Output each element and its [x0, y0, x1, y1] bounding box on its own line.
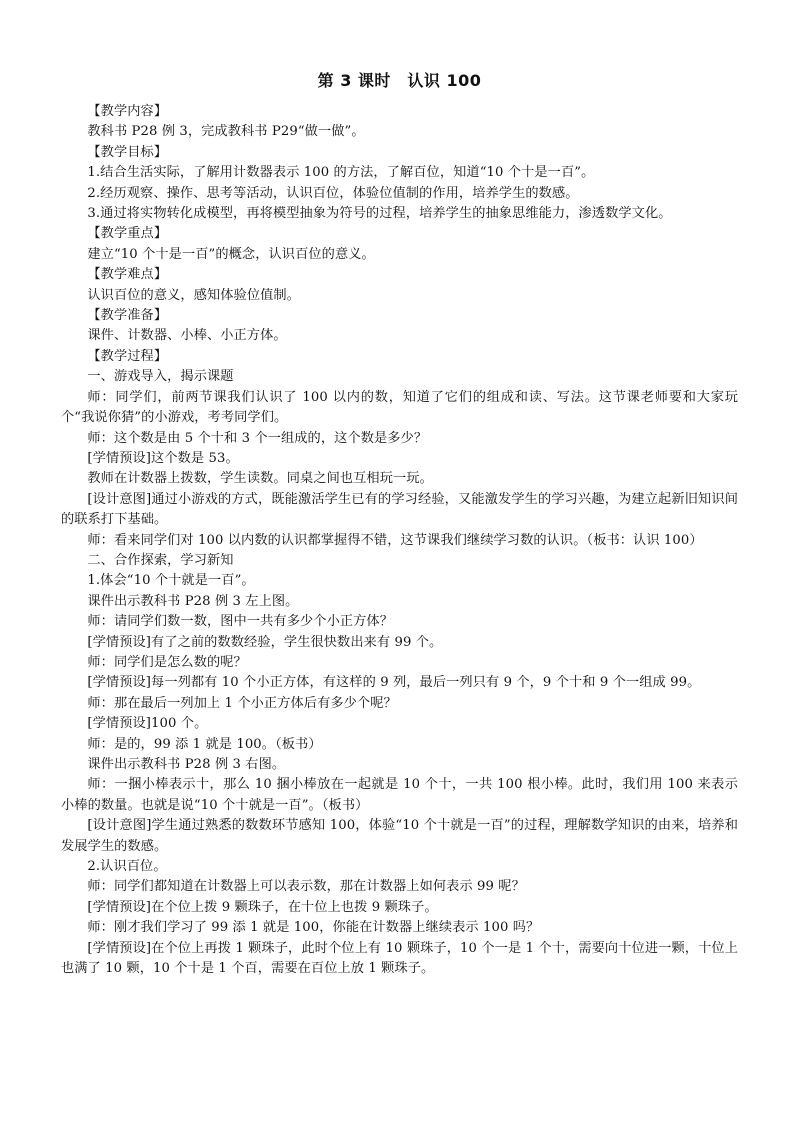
paragraph: [设计意图]学生通过熟悉的数数环节感知 100，体验“10 个十就是一百”的过程，理解数学知识的由来，培养和发展学生的数感。	[61, 818, 738, 854]
paragraph: 师：同学们，前两节课我们认识了 100 以内的数，知道了它们的组成和读、写法。这节课老师要和大家玩个“我说你猜”的小游戏，考考同学们。	[61, 389, 738, 426]
paragraph: 师：那在最后一列加上 1 个小正方体后有多少个呢？	[87, 695, 397, 711]
section-heading-goals: 【教学目标】	[87, 144, 168, 160]
lesson-content	[61, 102, 738, 979]
paragraph: 师：同学们是怎么数的呢？	[87, 654, 247, 670]
paragraph: 课件出示教科书 P28 例 3 左上图。	[87, 593, 299, 609]
paragraph: [学情预设]每一列都有 10 个小正方体，有这样的 9 列，最后一列只有 9 个，9 个十和 9 个一组成 99。	[87, 675, 701, 691]
lesson-title: 第 3 课时 认识 100	[317, 71, 482, 90]
document-page	[61, 70, 738, 979]
paragraph: 2.认识百位。	[87, 859, 167, 875]
paragraph: 认识百位的意义，感知体验位值制。	[87, 287, 300, 303]
paragraph: 一、游戏导入，揭示课题	[87, 369, 234, 385]
paragraph: 二、合作探索，学习新知	[87, 552, 234, 568]
paragraph: 师：一捆小棒表示十，那么 10 捆小棒放在一起就是 10 个十，一共 100 根小棒。此时，我们用 100 来表示小棒的数量。也就是说“10 个十就是一百”。（板书）	[61, 777, 738, 813]
section-heading-preparation: 【教学准备】	[87, 308, 168, 324]
paragraph: 师：同学们都知道在计数器上可以表示数，那在计数器上如何表示 99 呢？	[87, 879, 525, 895]
paragraph: 师：这个数是由 5 个十和 3 个一组成的，这个数是多少？	[87, 430, 428, 446]
paragraph: 教科书 P28 例 3，完成教科书 P29“做一做”。	[87, 124, 365, 140]
section-heading-difficulties: 【教学难点】	[87, 267, 168, 283]
paragraph: 师：请同学们数一数，图中一共有多少个小正方体？	[87, 614, 394, 630]
paragraph: [学情预设]在个位上再拨 1 颗珠子，此时个位上有 10 颗珠子，10 个一是 1 个十，需要向十位进一颗，十位上也满了 10 颗，10 个十是 1 个百，需要在百位上放 1 颗珠子。	[61, 940, 738, 977]
paragraph: 师：是的，99 添 1 就是 100。（板书）	[87, 736, 322, 752]
paragraph: 2.经历观察、操作、思考等活动，认识百位，体验位值制的作用，培养学生的数感。	[87, 185, 579, 201]
section-heading-key-points: 【教学重点】	[87, 226, 168, 242]
paragraph: [学情预设]在个位上拨 9 颗珠子，在十位上也拨 9 颗珠子。	[87, 899, 438, 915]
paragraph: [设计意图]通过小游戏的方式，既能激活学生已有的学习经验，又能激发学生的学习兴趣，为建立起新旧知识间的联系打下基础。	[61, 491, 738, 528]
paragraph: 教师在计数器上拨数，学生读数。同桌之间也互相玩一玩。	[87, 471, 433, 487]
paragraph: [学情预设]100 个。	[87, 716, 208, 732]
paragraph: 课件、计数器、小棒、小正方体。	[87, 328, 287, 344]
paragraph: 3.通过将实物转化成模型，再将模型抽象为符号的过程，培养学生的抽象思维能力，渗透数学文化。	[87, 206, 672, 222]
paragraph: 1.体会“10 个十就是一百”。	[87, 573, 255, 589]
paragraph: 师：刚才我们学习了 99 添 1 就是 100，你能在计数器上继续表示 100 吗？	[87, 920, 540, 936]
paragraph: 1.结合生活实际，了解用计数器表示 100 的方法，了解百位，知道“10 个十是一百”。	[87, 165, 595, 181]
paragraph: 课件出示教科书 P28 例 3 右图。	[87, 757, 286, 772]
paragraph: 建立“10 个十是一百”的概念，认识百位的意义。	[87, 246, 375, 262]
section-heading-process: 【教学过程】	[87, 348, 168, 364]
paragraph: [学情预设]有了之前的数数经验，学生很快数出来有 99 个。	[87, 634, 443, 650]
paragraph: 师：看来同学们对 100 以内数的认识都掌握得不错，这节课我们继续学习数的认识。（板书：认识 100）	[87, 532, 703, 548]
section-heading-content: 【教学内容】	[87, 104, 168, 119]
paragraph: [学情预设]这个数是 53。	[87, 450, 239, 466]
